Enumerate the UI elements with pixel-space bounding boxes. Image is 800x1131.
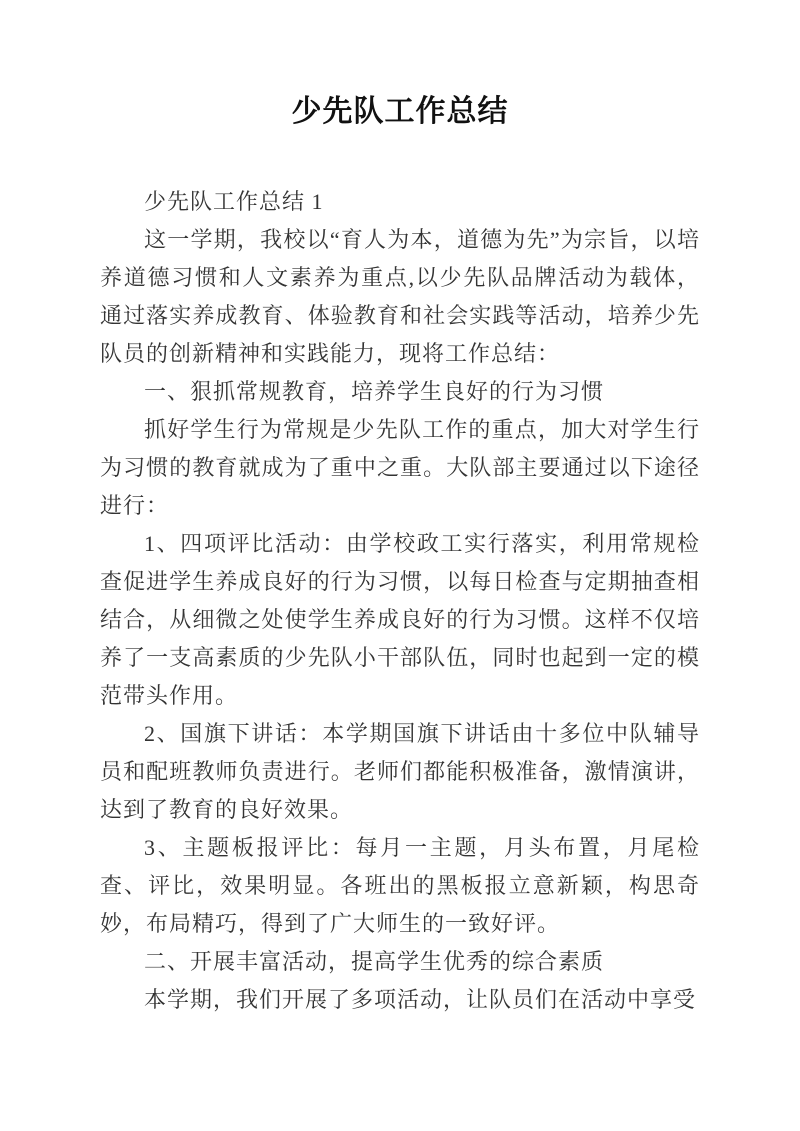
paragraph-item-3: 3、主题板报评比：每月一主题，月头布置，月尾检查、评比，效果明显。各班出的黑板报立意新颖，构思奇妙，布局精巧，得到了广大师生的一致好评。 [100, 835, 700, 936]
paragraph-section-1-intro: 抓好学生行为常规是少先队工作的重点，加大对学生行为习惯的教育就成为了重中之重。大队部主要通过以下途径进行： [100, 417, 700, 518]
document-body [100, 183, 700, 1019]
paragraph-item-2: 2、国旗下讲话：本学期国旗下讲话由十多位中队辅导员和配班教师负责进行。老师们都能积极准备，激情演讲，达到了教育的良好效果。 [100, 721, 700, 822]
paragraph-section-2-intro: 本学期，我们开展了多项活动，让队员们在活动中享受 [144, 987, 697, 1012]
paragraph-section-2-heading: 二、开展丰富活动，提高学生优秀的综合素质 [144, 949, 605, 974]
paragraph-item-1: 1、四项评比活动：由学校政工实行落实，利用常规检查促进学生养成良好的行为习惯，以每日检查与定期抽查相结合，从细微之处使学生养成良好的行为习惯。这样不仅培养了一支高素质的少先队小干部队伍，同时也起到一定的模范带头作用。 [100, 531, 700, 708]
paragraph-intro: 这一学期，我校以“育人为本，道德为先”为宗旨，以培养道德习惯和人文素养为重点,以少先队品牌活动为载体，通过落实养成教育、体验教育和社会实践等活动，培养少先队员的创新精神和实践能力，现将工作总结： [100, 227, 700, 366]
page-title: 少先队工作总结 [291, 95, 509, 128]
paragraph-subtitle: 少先队工作总结 1 [144, 189, 324, 214]
paragraph-section-1-heading: 一、狠抓常规教育，培养学生良好的行为习惯 [144, 379, 605, 404]
